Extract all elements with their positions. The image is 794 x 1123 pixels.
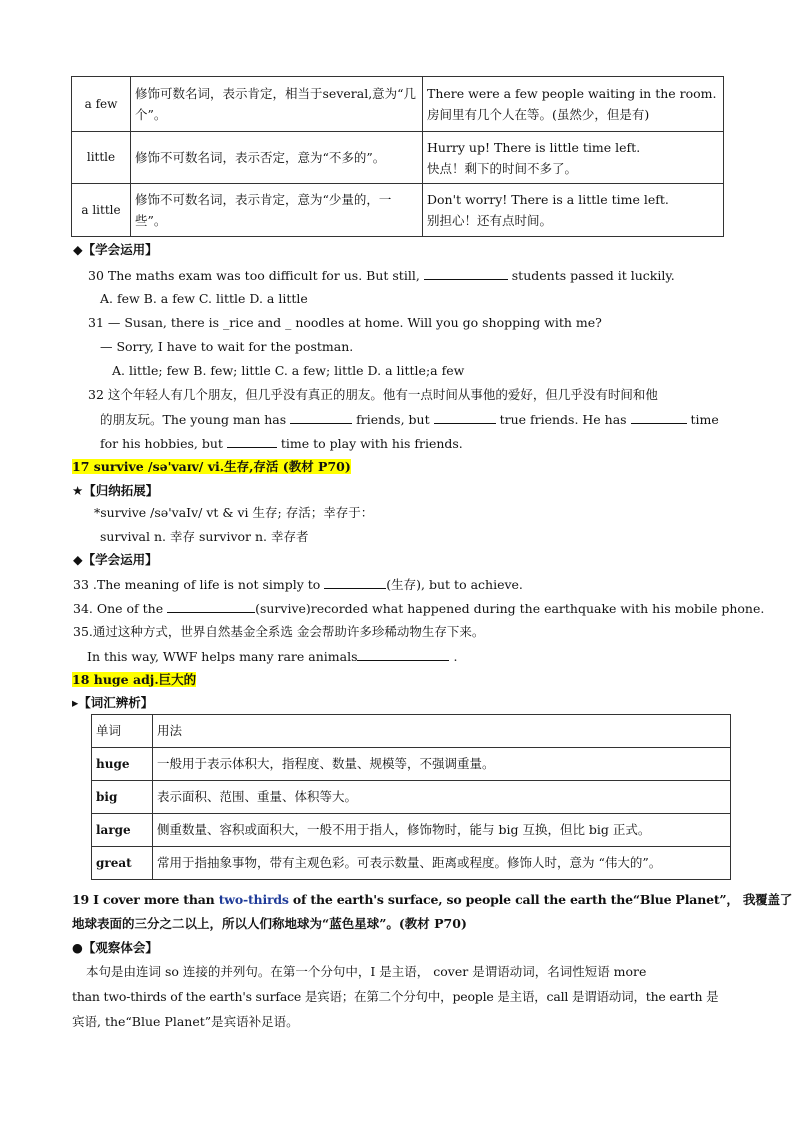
example-en: There were a few people waiting in the room. [427,86,717,101]
answer-blank[interactable] [631,411,687,424]
question-text: friends, but [352,412,434,427]
table-row [72,132,724,184]
question-text: (生存), but to achieve. [386,577,523,592]
table-row [92,814,731,847]
table-header-row [92,715,731,748]
table-row [72,184,724,237]
table-cell-word: big [92,781,153,814]
question-text: students passed it luckily. [507,268,675,283]
table-cell-example [423,77,724,132]
table-cell-usage: 一般用于表示体积大，指程度、数量、规模等，不强调重量。 [153,748,731,781]
question-text: In this way, WWF helps many rare animals [87,649,358,664]
question-text: . [449,649,458,664]
question-text: for his hobbies, but [100,436,227,451]
table-cell-word: little [72,132,131,184]
question-text: (survive)recorded what happened during the earthquake with his mobile phone. [255,601,765,616]
table-row [92,781,731,814]
example-en: Hurry up! There is little time left. [427,139,641,155]
expansion-line: *survive /sə'vaIv/ vt & vi 生存; 存活；幸存于： [94,505,374,520]
question-31-reply: — Sorry, I have to wait for the postman. [100,339,354,354]
answer-blank[interactable] [290,411,352,424]
answer-blank[interactable] [434,411,496,424]
question-35-english [87,648,457,665]
table-row [72,77,724,132]
answer-blank[interactable] [424,267,508,280]
answer-blank[interactable] [324,576,386,589]
table-cell-word: huge [92,748,153,781]
title-text: of the earth's surface, so people call the earth the“Blue Planet”， 我覆盖了 [288,892,793,907]
explanation-line: 本句是由连词 so 连接的并列句。在第一个分句中，I 是主语， cover 是谓语动词，名词性短语 more [86,964,647,979]
answer-blank[interactable] [227,435,277,448]
highlighted-title: 17 survive /sə'vaɪv/ vi.生存,存活 (教材 P70) [72,459,351,474]
question-33 [73,576,523,593]
table-cell-word: a little [72,184,131,237]
table-cell-example [423,184,724,237]
example-en: Don't worry! There is a little time left. [427,192,669,207]
section-19-title-line2: 地球表面的三分之二以上，所以人们称地球为“蓝色星球”。(教材 P70) [72,916,467,931]
question-34 [73,600,764,617]
question-32-line3 [100,435,463,452]
table-cell-word: large [92,814,153,847]
table-row [92,847,731,880]
vocab-comparison-table [91,714,731,880]
question-text: time [686,412,719,427]
question-30 [88,267,675,284]
table-cell-usage: 常用于指抽象事物，带有主观色彩。可表示数量、距离或程度。修饰人时，意为 “伟大的”。 [153,847,731,880]
section-18-title [72,672,196,688]
question-32-english [100,411,719,428]
highlighted-title: 18 huge adj.巨大的 [72,672,197,687]
column-header-usage: 用法 [153,715,731,748]
question-35-chinese: 35.通过这种方式，世界自然基金全系选 金会帮助许多珍稀动物生存下来。 [73,624,485,639]
title-text: 19 I cover more than [72,892,219,907]
table-cell-word: a few [72,77,131,132]
question-text: 34. One of the [73,601,168,616]
table-cell-usage: 表示面积、范围、重量、体积等大。 [153,781,731,814]
section-heading: ▸【词汇辨析】 [72,695,154,710]
expansion-line: survival n. 幸存 survivor n. 幸存者 [100,529,309,544]
question-32-chinese: 32 这个年轻人有几个朋友，但几乎没有真正的朋友。他有一点时间从事他的爱好，但几乎没有时间和他 [88,387,658,402]
section-17-title [72,459,351,475]
table-cell-usage: 修饰不可数名词，表示否定，意为“不多的”。 [131,132,423,184]
explanation-line: than two-thirds of the earth's surface 是宾语；在第二个分句中，people 是主语，call 是谓语动词，the earth 是 [72,989,719,1004]
highlighted-phrase: two-thirds [218,892,289,907]
answer-blank[interactable] [167,600,255,613]
question-text: 30 The maths exam was too difficult for us. But still, [88,268,424,283]
section-heading: ★【归纳拓展】 [72,483,159,498]
question-text: time to play with his friends. [276,436,463,451]
table-cell-usage: 修饰不可数名词，表示肯定，意为“少量的，一些”。 [131,184,423,237]
usage-table-few-little [71,76,724,237]
example-zh: 别担心！还有点时间。 [427,213,553,228]
column-header-word: 单词 [92,715,153,748]
table-cell-word: great [92,847,153,880]
question-text: true friends. He has [495,412,631,427]
answer-blank[interactable] [357,648,449,661]
example-zh: 房间里有几个人在等。(虽然少，但是有) [427,107,650,122]
table-cell-example [423,132,724,184]
question-text: 33 .The meaning of life is not simply to [73,577,325,592]
section-19-title [72,892,792,908]
question-31: 31 — Susan, there is _rice and _ noodles at home. Will you go shopping with me? [88,315,602,330]
table-row [92,748,731,781]
question-31-options: A. little; few B. few; little C. a few; little D. a little;a few [112,363,465,378]
question-30-options: A. few B. a few C. little D. a little [100,291,308,306]
table-cell-usage: 侧重数量、容积或面积大，一般不用于指人，修饰物时，能与 big 互换，但比 big 正式。 [153,814,731,847]
section-heading: ●【观察体会】 [72,940,158,955]
explanation-line: 宾语, the“Blue Planet”是宾语补足语。 [72,1014,299,1029]
section-heading: ◆【学会运用】 [73,242,158,257]
example-zh: 快点！剩下的时间不多了。 [427,160,578,176]
question-text: 的朋友玩。The young man has [100,412,287,427]
section-heading: ◆【学会运用】 [73,552,158,567]
table-cell-usage: 修饰可数名词，表示肯定，相当于several,意为“几个”。 [131,77,423,132]
